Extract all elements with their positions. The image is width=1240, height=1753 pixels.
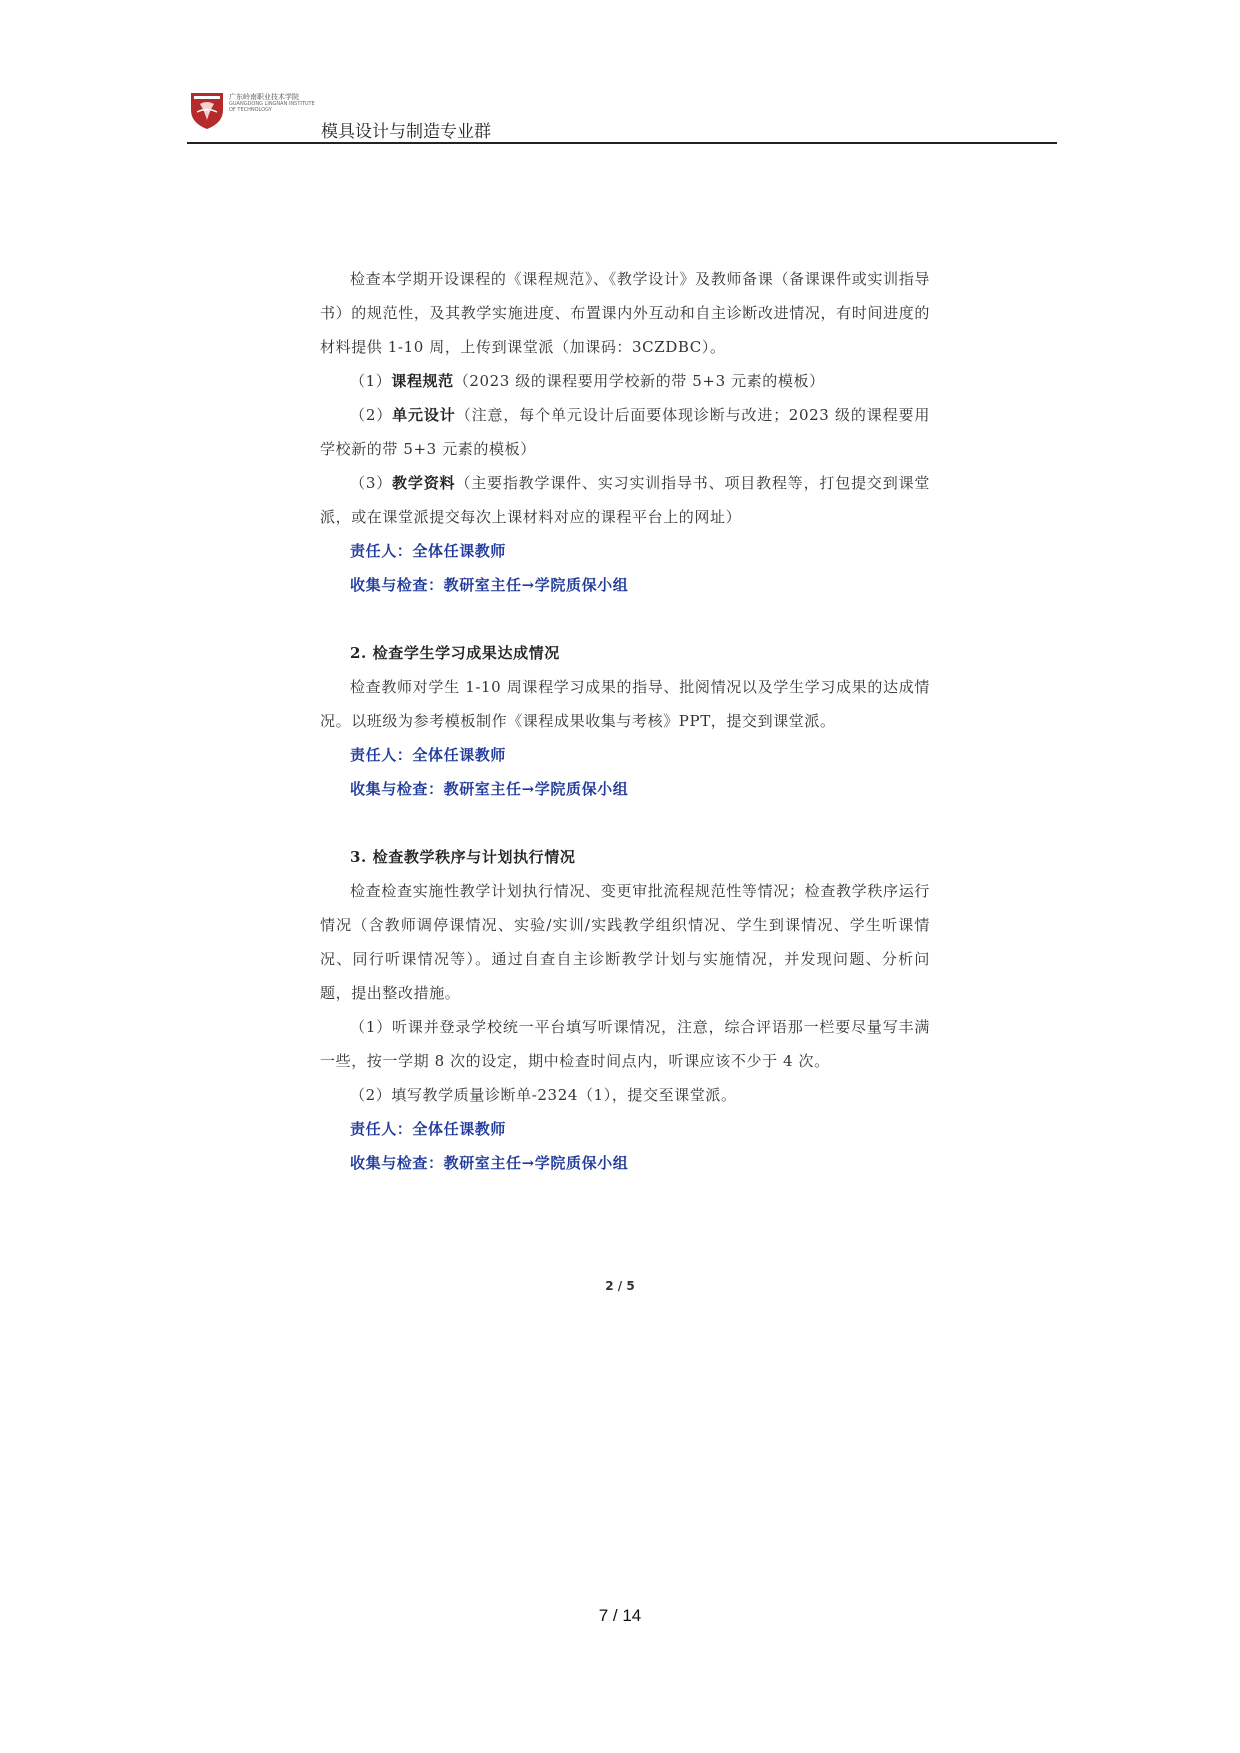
- section1-paragraph: 检查本学期开设课程的《课程规范》、《教学设计》及教师备课（备课课件或实训指导书）的规范性，及其教学实施进度、布置课内外互动和自主诊断改进情况，有时间进度的材料提供 1-10 周，上传到课堂派（加课码：3CZDBC）。: [320, 270, 930, 356]
- professional-group-title: 模具设计与制造专业群: [321, 122, 491, 142]
- item-number: （2）: [350, 406, 393, 424]
- section3-heading: 3. 检查教学秩序与计划执行情况: [350, 848, 576, 866]
- section1-item-course-spec: [320, 364, 930, 398]
- item-label: 课程规范: [391, 372, 454, 390]
- document-body: [320, 262, 930, 1180]
- item-text: （主要指教学课件、实习实训指导书、项目教程等，打包提交到课堂派，或在课堂派提交每次上课材料对应的课程平台上的网址）: [320, 474, 930, 526]
- section3-paragraph: 检查检查实施性教学计划执行情况、变更审批流程规范性等情况；检查教学秩序运行情况（含教师调停课情况、实验/实训/实践教学组织情况、学生到课情况、学生听课情况、同行听课情况等）。通过自查自主诊断教学计划与实施情况，并发现问题、分析问题，提出整改措施。: [320, 882, 930, 1002]
- item-label: 单元设计: [392, 406, 456, 424]
- section3-collect: 收集与检查：教研室主任→学院质保小组: [350, 1154, 629, 1172]
- item-text: （2023 级的课程要用学校新的带 5+3 元素的模板）: [453, 372, 825, 390]
- viewer-page-number: 7 / 14: [598, 1606, 642, 1625]
- school-name-cn: 广东岭南职业技术学院: [229, 93, 299, 101]
- section3-responsible: 责任人：全体任课教师: [350, 1120, 507, 1138]
- section3-item-quality-diagnosis: （2）填写教学质量诊断单-2324（1），提交至课堂派。: [350, 1086, 737, 1104]
- section1-collect: 收集与检查：教研室主任→学院质保小组: [350, 576, 629, 594]
- section2-responsible: 责任人：全体任课教师: [350, 746, 507, 764]
- spacer: [320, 806, 930, 840]
- item-number: （3）: [350, 474, 393, 492]
- section3-item-lecture-audit: （1）听课并登录学校统一平台填写听课情况，注意，综合评语那一栏要尽量写丰满一些，按一学期 8 次的设定，期中检查时间点内，听课应该不少于 4 次。: [320, 1018, 930, 1070]
- item-label: 教学资料: [392, 474, 456, 492]
- school-crest-icon: [190, 90, 224, 130]
- item-number: （1）: [350, 372, 392, 390]
- document-header: [187, 86, 1057, 146]
- section1-item-unit-design: [320, 398, 930, 466]
- header-divider: [187, 142, 1057, 144]
- inner-page-number: 2 / 5: [605, 1279, 635, 1293]
- section1-responsible: 责任人：全体任课教师: [350, 542, 507, 560]
- school-name-en: GUANGDONG LINGNAN INSTITUTE OF TECHNOLOGY: [229, 101, 315, 113]
- section1-item-teaching-materials: [320, 466, 930, 534]
- item-text: （注意，每个单元设计后面要体现诊断与改进；2023 级的课程要用学校新的带 5+3 元素的模板）: [320, 406, 930, 458]
- section2-collect: 收集与检查：教研室主任→学院质保小组: [350, 780, 629, 798]
- section2-heading: 2. 检查学生学习成果达成情况: [350, 644, 560, 662]
- spacer: [320, 602, 930, 636]
- section2-paragraph: 检查教师对学生 1-10 周课程学习成果的指导、批阅情况以及学生学习成果的达成情况。以班级为参考模板制作《课程成果收集与考核》PPT，提交到课堂派。: [320, 678, 930, 730]
